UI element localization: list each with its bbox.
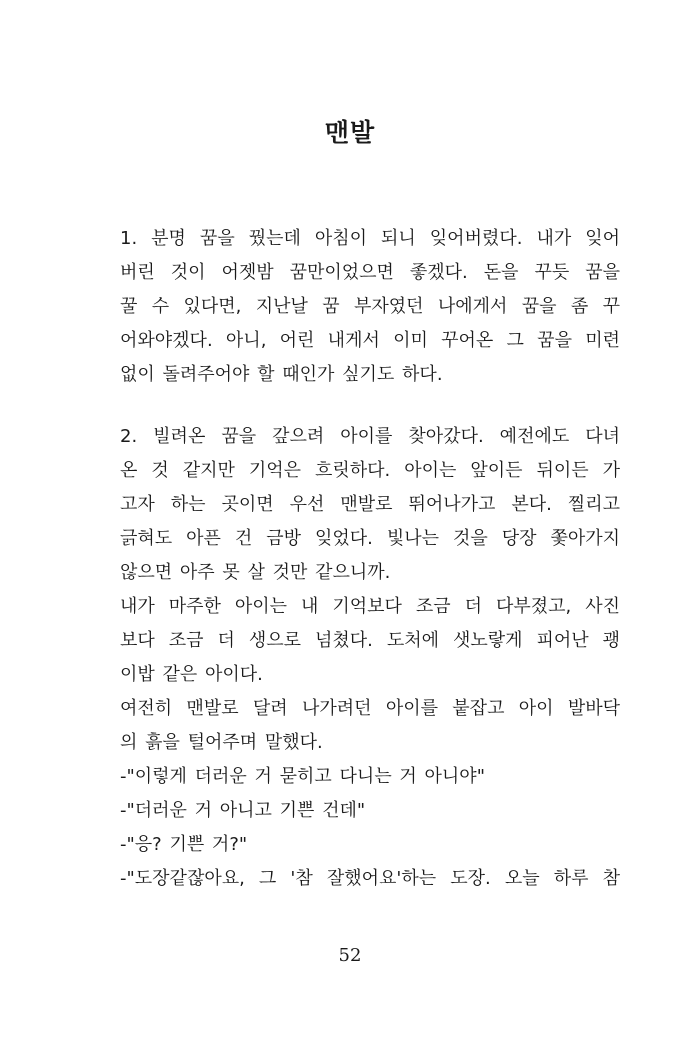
text-line: 이밥 같은 아이다. [120, 664, 263, 685]
text-line: 버린 것이 어젯밤 꿈만이었으면 좋겠다. 돈을 꾸듯 꿈을 [120, 262, 620, 283]
text-line: 여전히 맨발로 달려 나가려던 아이를 붙잡고 아이 발바닥 [120, 698, 620, 719]
text-line: 없이 돌려주어야 할 때인가 싶기도 하다. [120, 364, 443, 385]
text-line: 보다 조금 더 생으로 넘쳤다. 도처에 샛노랗게 피어난 괭 [120, 630, 620, 651]
paragraph-2 [120, 420, 620, 896]
text-line: 고자 하는 곳이면 우선 맨발로 뛰어나가고 본다. 찔리고 [120, 494, 620, 515]
text-line: -"응? 기쁜 거?" [120, 834, 248, 855]
text-line: 온 것 같지만 기억은 흐릿하다. 아이는 앞이든 뒤이든 가 [120, 460, 620, 481]
chapter-title: 맨발 [324, 118, 376, 147]
text-line: -"이렇게 더러운 거 묻히고 다니는 거 아니야" [120, 766, 485, 787]
text-line: 2. 빌려온 꿈을 갚으려 아이를 찾아갔다. 예전에도 다녀 [120, 426, 620, 447]
text-line: -"도장같잖아요, 그 '참 잘했어요'하는 도장. 오늘 하루 참 [120, 868, 620, 889]
text-line: 않으면 아주 못 살 것만 같으니까. [120, 562, 391, 583]
page-number: 52 [338, 945, 362, 966]
text-line: 내가 마주한 아이는 내 기억보다 조금 더 다부졌고, 사진 [120, 596, 620, 617]
text-line: -"더러운 거 아니고 기쁜 건데" [120, 800, 366, 821]
paragraph-1 [120, 222, 620, 392]
text-line: 의 흙을 털어주며 말했다. [120, 732, 323, 753]
text-line: 1. 분명 꿈을 꿨는데 아침이 되니 잊어버렸다. 내가 잊어 [120, 228, 620, 249]
text-line: 어와야겠다. 아니, 어린 내게서 이미 꾸어온 그 꿈을 미련 [120, 330, 620, 351]
text-line: 꿀 수 있다면, 지난날 꿈 부자였던 나에게서 꿈을 좀 꾸 [120, 296, 620, 317]
text-line: 긁혀도 아픈 건 금방 잊었다. 빛나는 것을 당장 쫓아가지 [120, 528, 620, 549]
